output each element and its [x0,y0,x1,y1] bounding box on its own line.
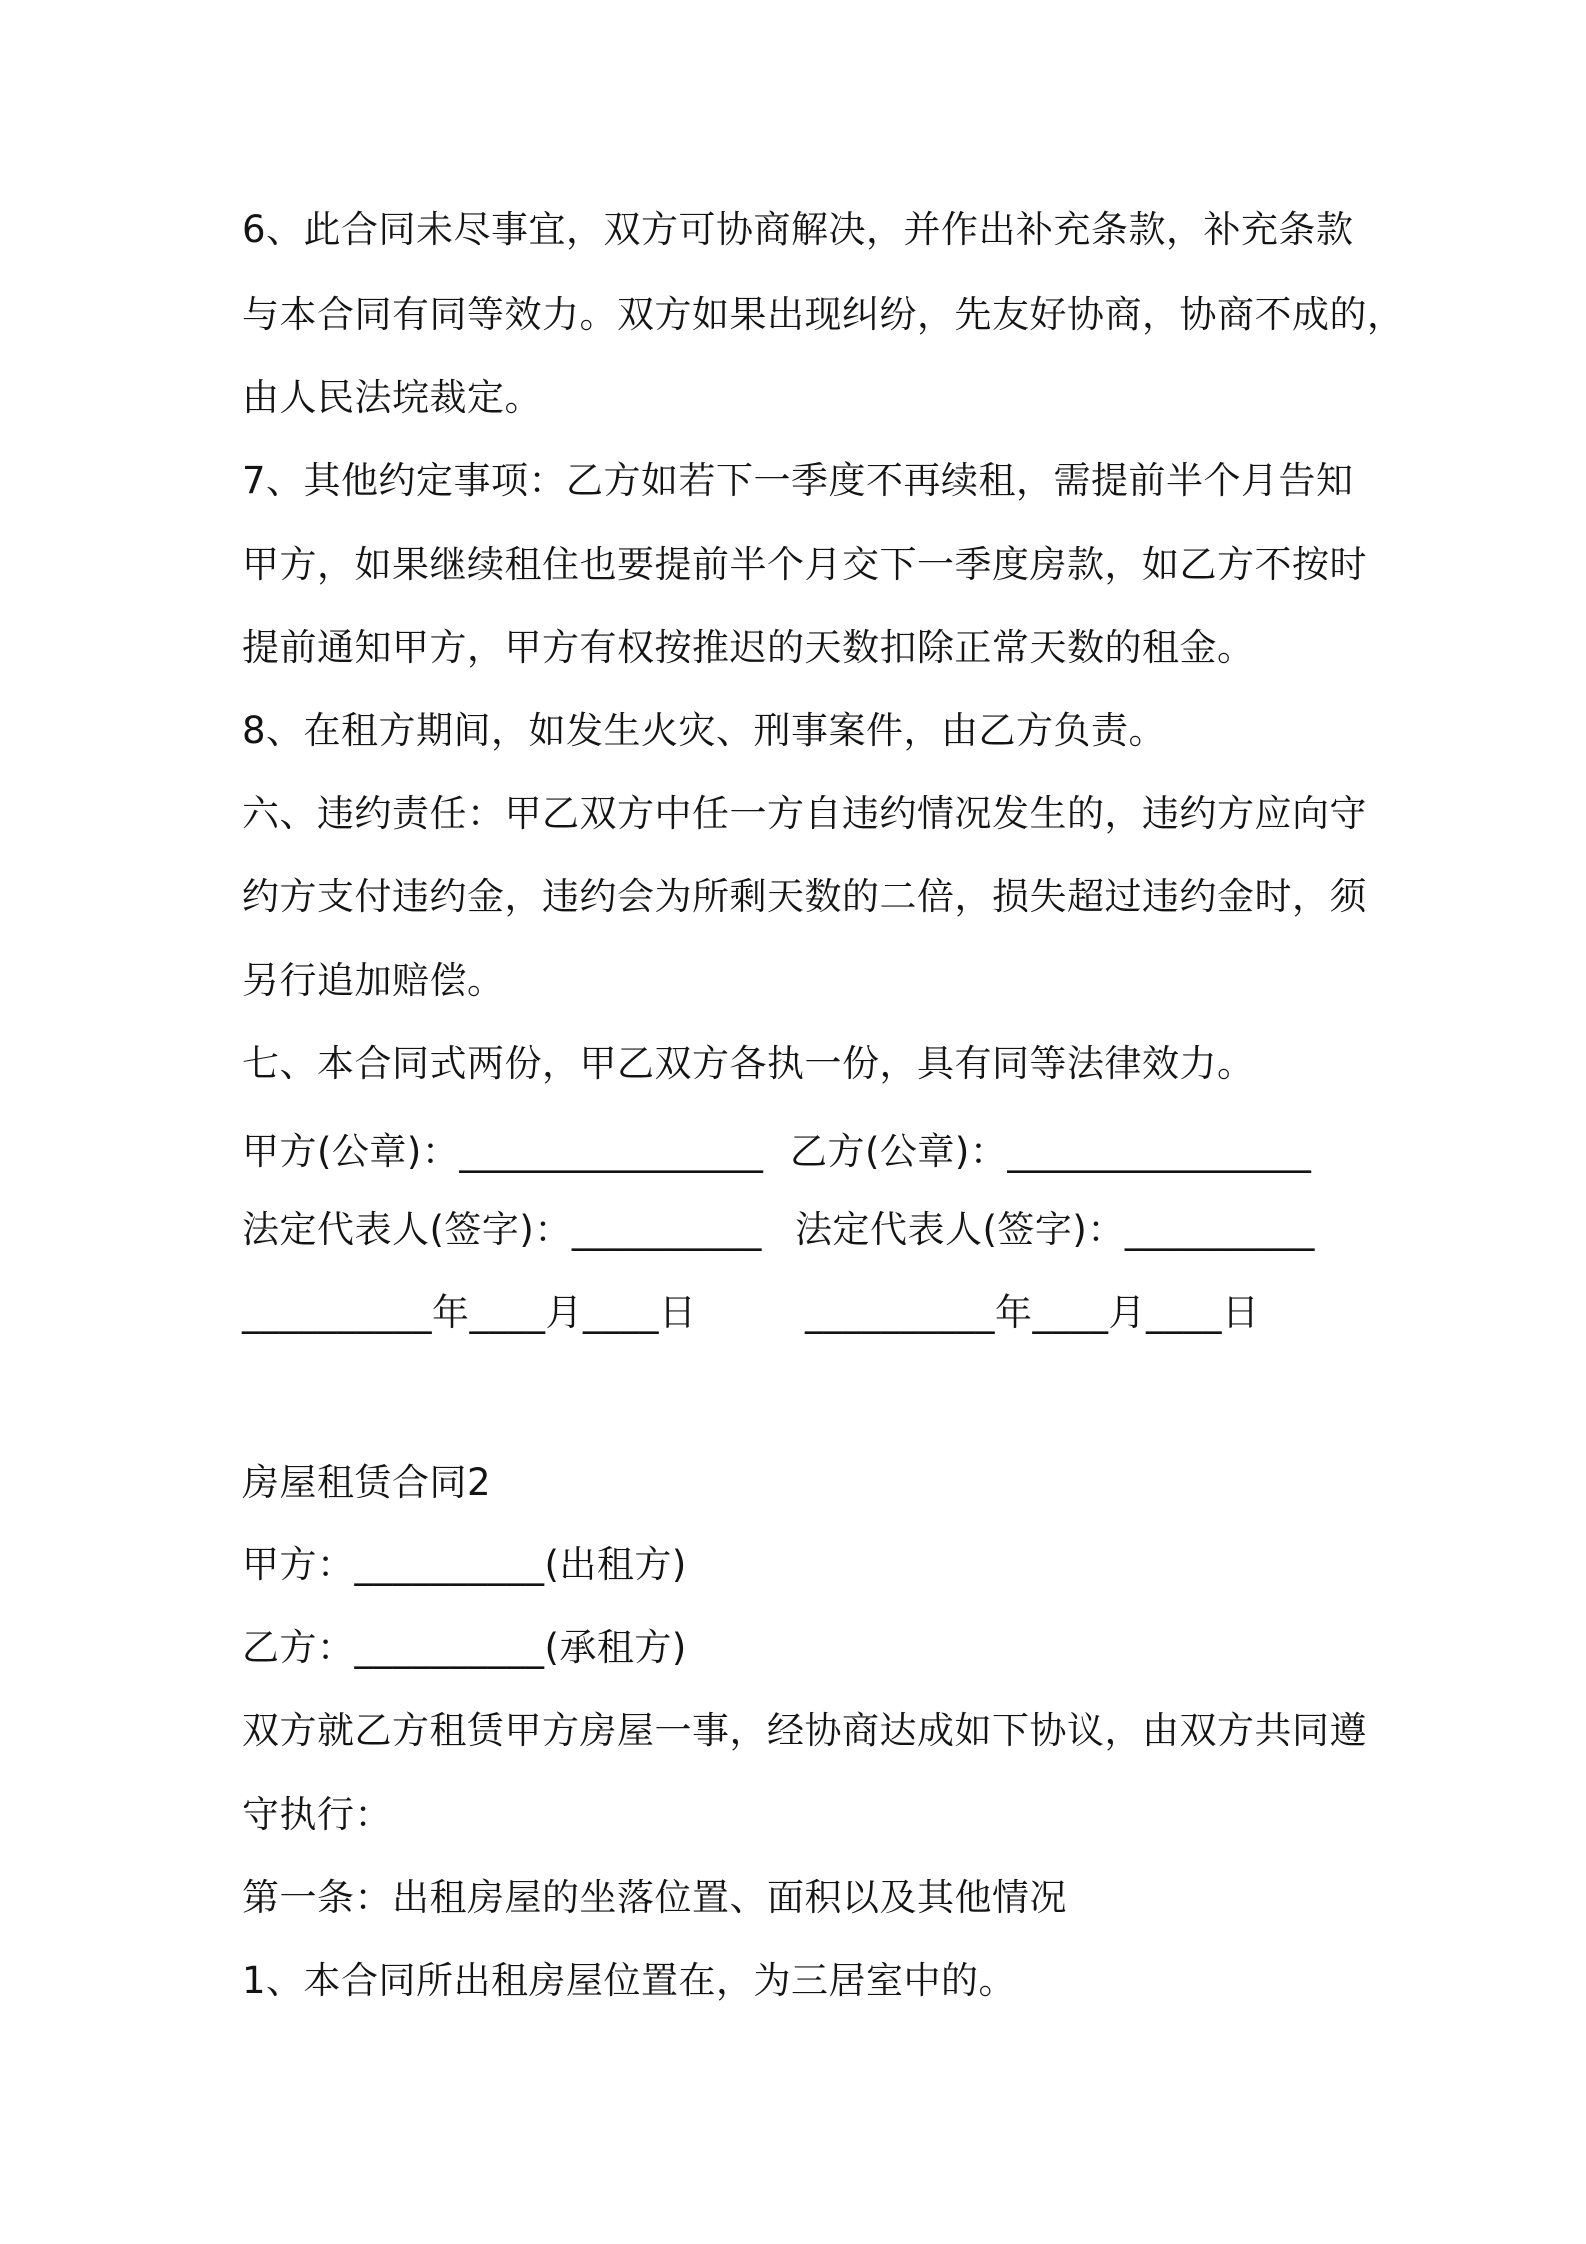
paragraph-line: 8、在租方期间，如发生火灾、刑事案件，由乙方负责。 [242,709,1167,752]
date-line-b: __________年____月____日 [805,1291,1260,1334]
party-a-seal: 甲方(公章)：________________ [242,1130,764,1173]
paragraph-line: 由人民法垸裁定。 [242,376,542,419]
party-b-line: 乙方：__________(承租方) [242,1626,687,1669]
intro-line: 守执行： [242,1793,392,1836]
paragraph-line: 提前通知甲方，甲方有权按推迟的天数扣除正常天数的租金。 [242,626,1255,669]
intro-line: 双方就乙方租赁甲方房屋一事，经协商达成如下协议，由双方共同遵 [242,1709,1367,1752]
contract-title: 房屋租赁合同2 [242,1461,492,1504]
paragraph-line: 6、此合同未尽事宜，双方可协商解决，并作出补充条款，补充条款 [242,208,1354,251]
party-a-line: 甲方：__________(出租方) [242,1543,687,1586]
paragraph-line: 与本合同有同等效力。双方如果出现纠纷，先友好协商，协商不成的， [242,293,1405,336]
paragraph-line: 六、违约责任：甲乙双方中任一方自违约情况发生的，违约方应向守 [242,792,1367,835]
article-heading: 第一条：出租房屋的坐落位置、面积以及其他情况 [242,1876,1067,1919]
paragraph-line: 甲方，如果继续租住也要提前半个月交下一季度房款，如乙方不按时 [242,543,1367,586]
date-line-a: __________年____月____日 [242,1291,697,1334]
paragraph-line: 另行追加赔偿。 [242,959,505,1002]
party-b-representative: 法定代表人(签字)：__________ [795,1208,1315,1251]
paragraph-line: 约方支付违约金，违约会为所剩天数的二倍，损失超过违约金时，须 [242,875,1367,918]
article-item: 1、本合同所出租房屋位置在，为三居室中的。 [242,1959,1017,2002]
party-b-seal: 乙方(公章)：________________ [790,1130,1312,1173]
paragraph-line: 七、本合同式两份，甲乙双方各执一份，具有同等法律效力。 [242,1042,1255,1085]
party-a-representative: 法定代表人(签字)：__________ [242,1208,762,1251]
paragraph-line: 7、其他约定事项：乙方如若下一季度不再续租，需提前半个月告知 [242,459,1354,502]
